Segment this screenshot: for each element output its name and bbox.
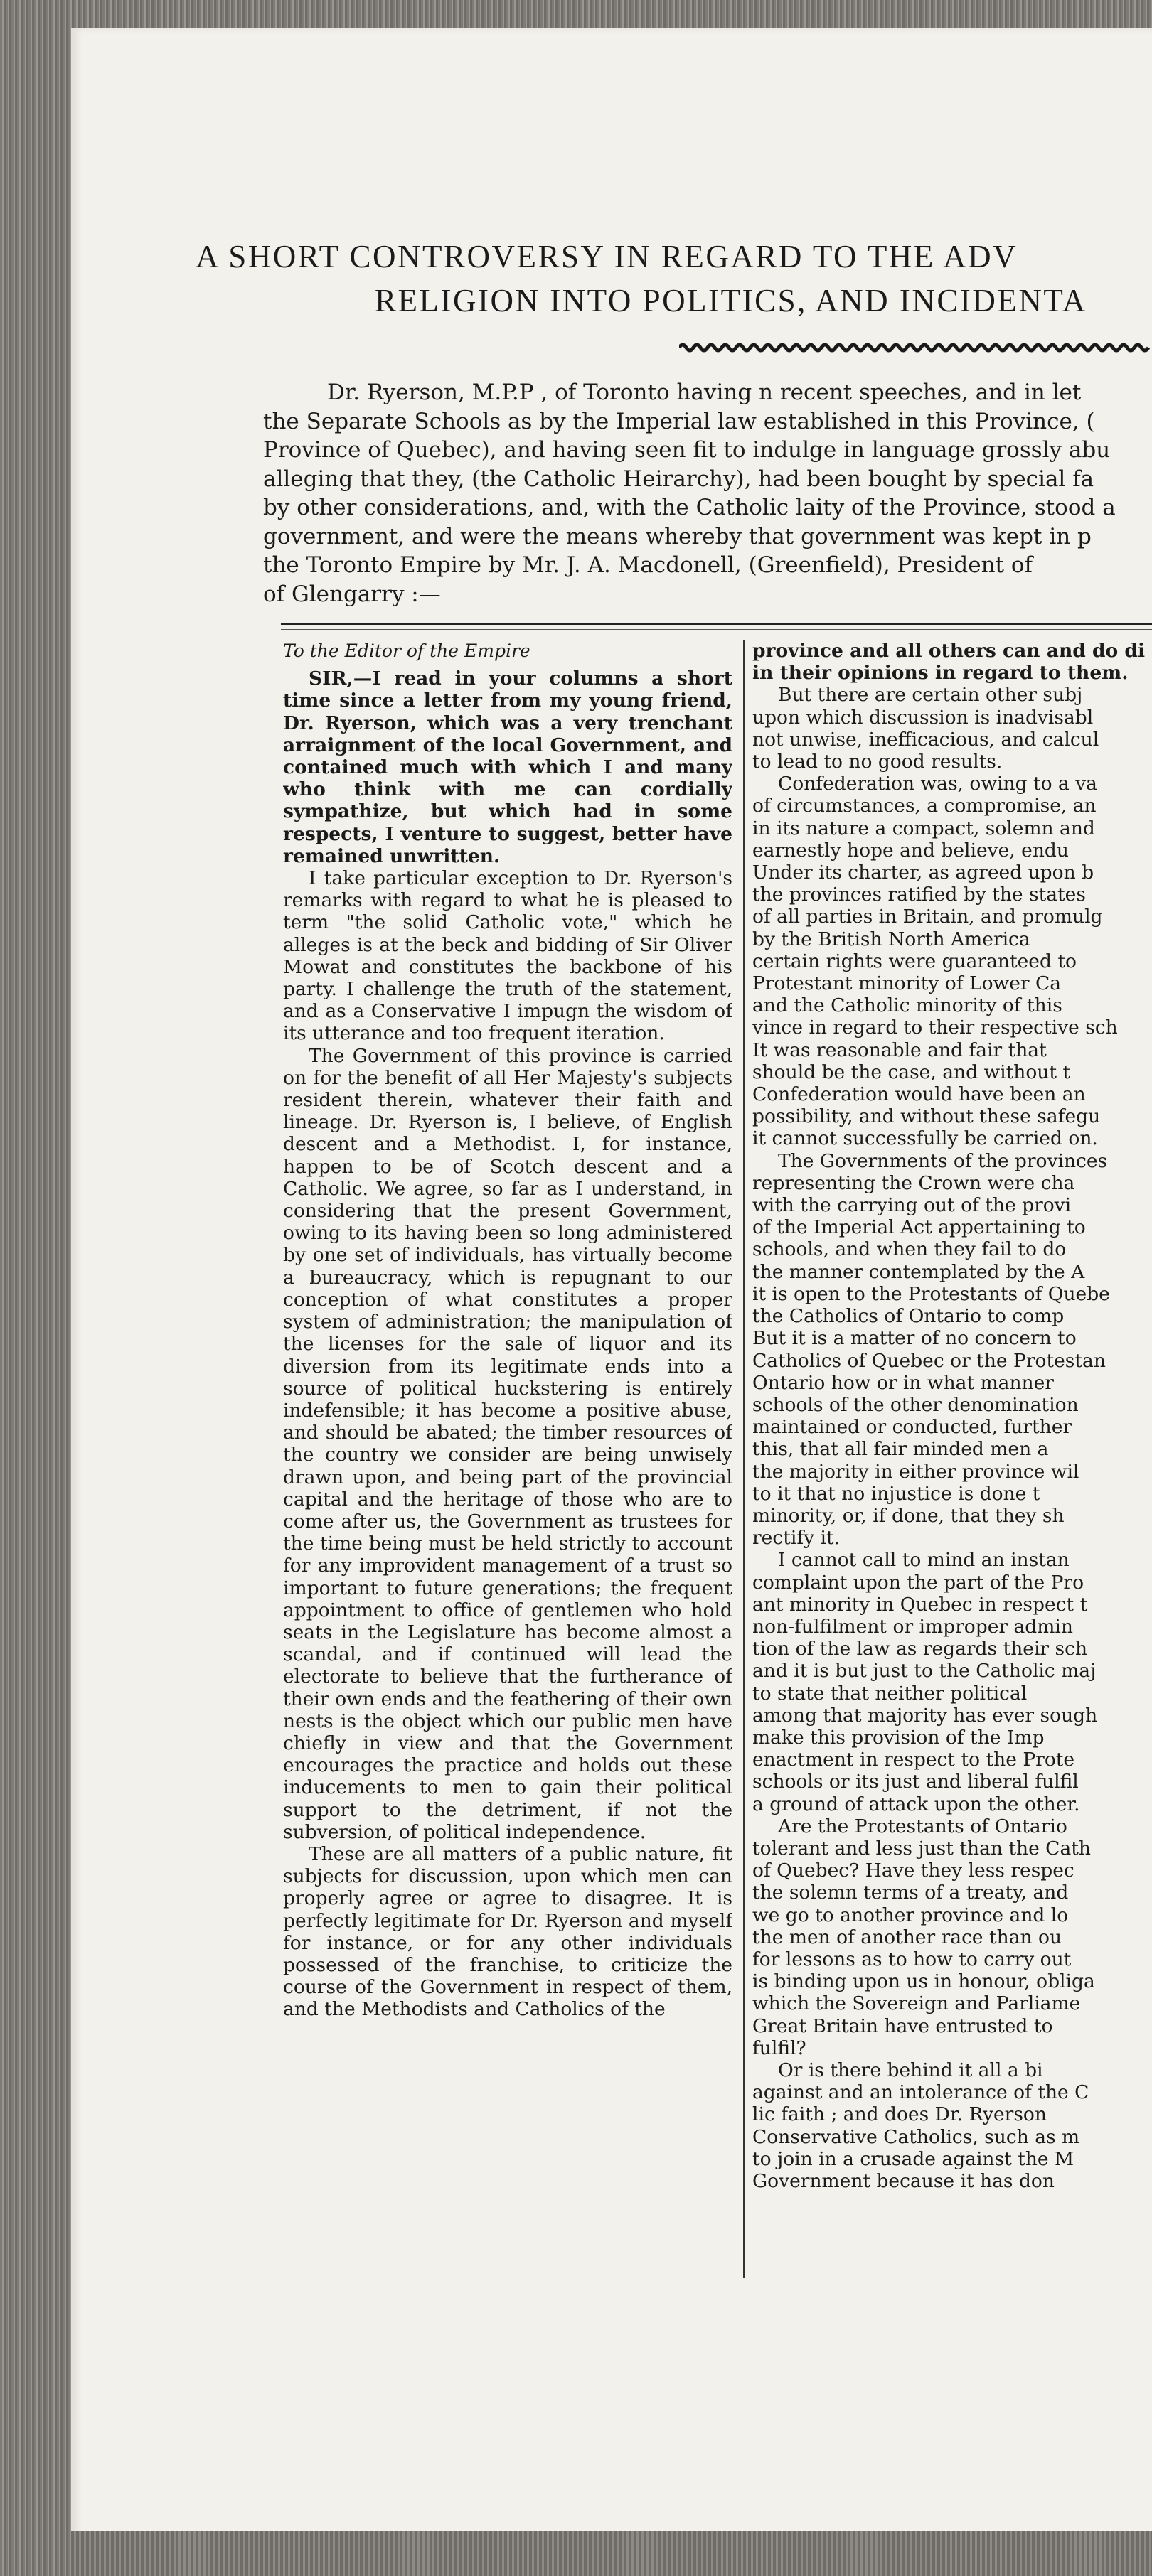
letter-line: It was reasonable and fair that <box>752 1039 1047 1061</box>
letter-line: Catholics of Quebec or the Protestan <box>752 1349 1106 1372</box>
letter-line: tion of the law as regards their sch <box>752 1638 1088 1660</box>
letter-line: Conservative Catholics, such as m <box>752 2125 1080 2148</box>
letter-line: non-fulfilment or improper admin <box>752 1615 1073 1638</box>
letter-line: and the Catholic minority of this <box>752 994 1062 1017</box>
letter-line: Confederation was, owing to a va <box>778 773 1097 795</box>
letter-line: Confederation would have been an <box>752 1083 1086 1106</box>
letter-line: schools, and when they fail to do <box>752 1238 1067 1261</box>
letter-line: a ground of attack upon the other. <box>752 1793 1080 1815</box>
letter-line: certain rights were guaranteed to <box>752 950 1077 972</box>
title-line-1: A SHORT CONTROVERSY IN REGARD TO THE ADV <box>196 239 1018 274</box>
letter-line: is binding upon us in honour, obliga <box>752 1970 1095 1993</box>
section-divider-rule <box>281 623 1152 630</box>
letter-line: representing the Crown were cha <box>752 1171 1075 1194</box>
letter-line: fulfil? <box>752 2036 806 2059</box>
letter-line: province and all others can and do di <box>752 640 1146 662</box>
letter-line: in their opinions in regard to them. <box>752 662 1129 685</box>
column-divider <box>743 640 745 2278</box>
letter-line: vince in regard to their respective sch <box>752 1016 1118 1039</box>
letter-line: schools or its just and liberal fulfil <box>752 1771 1079 1793</box>
letter-line: and it is but just to the Catholic maj <box>752 1660 1097 1683</box>
letter-line: earnestly hope and believe, endu <box>752 839 1069 862</box>
letter-line: it is open to the Protestants of Quebe <box>752 1282 1110 1305</box>
letter-line: maintained or conducted, further <box>752 1416 1072 1439</box>
letter-line: for lessons as to how to carry out <box>752 1948 1072 1970</box>
letter-line: of the Imperial Act appertaining to <box>752 1216 1086 1239</box>
letter-line: enactment in respect to the Prote <box>752 1749 1075 1771</box>
letter-line: it cannot successfully be carried on. <box>752 1127 1098 1150</box>
letter-line: possibility, and without these safegu <box>752 1105 1101 1128</box>
letter-line: of all parties in Britain, and promulg <box>752 906 1103 928</box>
letter-line: we go to another province and lo <box>752 1904 1069 1926</box>
letter-column-left <box>283 640 732 2303</box>
letter-line: Government because it has don <box>752 2170 1055 2193</box>
article-title <box>196 235 1152 323</box>
letter-line: the solemn terms of a treaty, and <box>752 1882 1069 1904</box>
intro-line: of Glengarry :— <box>263 581 441 607</box>
intro-line: Province of Quebec), and having seen fit to indulge in language grossly abu <box>263 437 1111 463</box>
introduction-paragraph <box>263 378 1152 608</box>
letter-line: Great Britain have entrusted to <box>752 2014 1053 2037</box>
letter-line: among that majority has ever sough <box>752 1704 1098 1727</box>
letter-line: minority, or, if done, that they sh <box>752 1504 1065 1527</box>
letter-line: the majority in either province wil <box>752 1460 1079 1483</box>
letter-line: schools of the other denomination <box>752 1393 1079 1416</box>
letter-salutation: To the Editor of the Empire <box>283 640 530 661</box>
letter-line: to join in a crusade against the M <box>752 2147 1074 2170</box>
letter-line: But there are certain other subj <box>778 684 1083 707</box>
scan-bottom-border <box>71 2531 1152 2576</box>
letter-line: with the carrying out of the provi <box>752 1194 1072 1217</box>
letter-line: the provinces ratified by the states <box>752 884 1086 906</box>
intro-line: the Separate Schools as by the Imperial law established in this Province, ( <box>263 408 1095 434</box>
letter-line: the men of another race than ou <box>752 1926 1062 1948</box>
letter-line: lic faith ; and does Dr. Ryerson <box>752 2103 1047 2126</box>
intro-line: by other considerations, and, with the Catholic laity of the Province, stood a <box>263 495 1116 520</box>
letter-paragraph: SIR,—I read in your columns a short time since a letter from my young friend, Dr. Ryerson, which was a very trenchant arraignment of the local Government, and contained much with which I and many who think with me can cordially sympathize, but which had in some respects, I venture to suggest, better have remained unwritten. <box>283 667 732 867</box>
letter-line: Or is there behind it all a bi <box>778 2059 1043 2081</box>
letter-line: by the British North America <box>752 928 1030 950</box>
letter-line: Under its charter, as agreed upon b <box>752 862 1094 884</box>
letter-line: I cannot call to mind an instan <box>778 1549 1070 1572</box>
letter-line: which the Sovereign and Parliame <box>752 1992 1081 2015</box>
article-header <box>196 235 1152 323</box>
letter-line: to lead to no good results. <box>752 751 1003 773</box>
letter-line: this, that all fair minded men a <box>752 1438 1049 1461</box>
letter-line: of circumstances, a compromise, an <box>752 795 1097 817</box>
intro-line: government, and were the means whereby that government was kept in p <box>263 523 1092 549</box>
letter-column-right <box>752 640 1152 2303</box>
letter-paragraph: I take particular exception to Dr. Ryerson's remarks with regard to what he is pleased to term "the solid Catholic vote," which he alleges is at the beck and bidding of Sir Oliver Mowat and constitutes the backbone of his party. I challenge the truth of the statement, and as a Conservative I impugn the wisdom of its utterance and too frequent iteration. <box>283 867 732 1045</box>
letter-line: Ontario how or in what manner <box>752 1371 1054 1394</box>
letter-line: upon which discussion is inadvisabl <box>752 706 1094 729</box>
letter-line: rectify it. <box>752 1527 841 1550</box>
letter-line: not unwise, inefficacious, and calcul <box>752 728 1099 751</box>
letter-line: to state that neither political <box>752 1682 1028 1705</box>
letter-line: the manner contemplated by the A <box>752 1260 1085 1283</box>
intro-line: Dr. Ryerson, M.P.P , of Toronto having n recent speeches, and in let <box>327 380 1082 405</box>
letter-line: in its nature a compact, solemn and <box>752 817 1095 839</box>
letter-line: Are the Protestants of Ontario <box>778 1815 1067 1837</box>
letter-line: of Quebec? Have they less respec <box>752 1859 1074 1882</box>
letter-line: the Catholics of Ontario to comp <box>752 1305 1065 1328</box>
letter-line: The Governments of the provinces <box>778 1149 1108 1172</box>
intro-line: alleging that they, (the Catholic Heirarchy), had been bought by special fa <box>263 466 1094 492</box>
letter-line: make this provision of the Imp <box>752 1726 1045 1749</box>
letter-line: But it is a matter of no concern to <box>752 1327 1077 1350</box>
letter-paragraph: These are all matters of a public nature, fit subjects for discussion, upon which men can properly agree or agree to disagree. It is perfectly legitimate for Dr. Ryerson and myself for instance, or for any other individuals possessed of the franchise, to criticize the course of the Government in respect of them, and the Methodists and Catholics of the <box>283 1842 732 2021</box>
letter-line: against and an intolerance of the C <box>752 2081 1089 2104</box>
title-line-2: RELIGION INTO POLITICS, AND INCIDENTA <box>375 283 1087 318</box>
letter-line: complaint upon the part of the Pro <box>752 1571 1084 1594</box>
letter-paragraph: The Government of this province is carried on for the benefit of all Her Majesty's subjects resident therein, whatever their faith and lineage. Dr. Ryerson is, I believe, of English descent and a Methodist. I, for instance, happen to be of Scotch descent and a Catholic. We agree, so far as I understand, in considering that the present Government, owing to its having been so long administered by one set of individuals, has virtually become a bureaucracy, which is repugnant to our conception of what constitutes a proper system of administration; the manipulation of the licenses for the sale of liquor and its diversion from its legitimate ends into a source of political huckstering is entirely indefensible; it has become a positive abuse, and should be abated; the timber resources of the country we consider are being unwisely drawn upon, and being part of the provincial capital and the heritage of those who are to come after us, the Government as trustees for the time being must be held strictly to account for any improvident management of a trust so important to future generations; the frequent appointment to office of gentlemen who hold seats in the Legislature has become almost a scandal, and if continued will lead the electorate to believe that the furtherance of their own ends and the feathering of their own nests is the object which our public men have chiefly in view and that the Government encourages the practice and holds out these inducements to men to gain their political support to the detriment, if not the subversion, of political independence. <box>283 1044 732 1843</box>
intro-line: the Toronto Empire by Mr. J. A. Macdonell, (Greenfield), President of <box>263 552 1033 578</box>
letter-line: to it that no injustice is done t <box>752 1482 1040 1505</box>
letter-line: should be the case, and without t <box>752 1061 1071 1083</box>
letter-line: Protestant minority of Lower Ca <box>752 972 1062 995</box>
letter-line: ant minority in Quebec in respect t <box>752 1593 1088 1616</box>
letter-line: tolerant and less just than the Cath <box>752 1837 1091 1859</box>
decorative-wave-rule <box>679 341 1152 354</box>
